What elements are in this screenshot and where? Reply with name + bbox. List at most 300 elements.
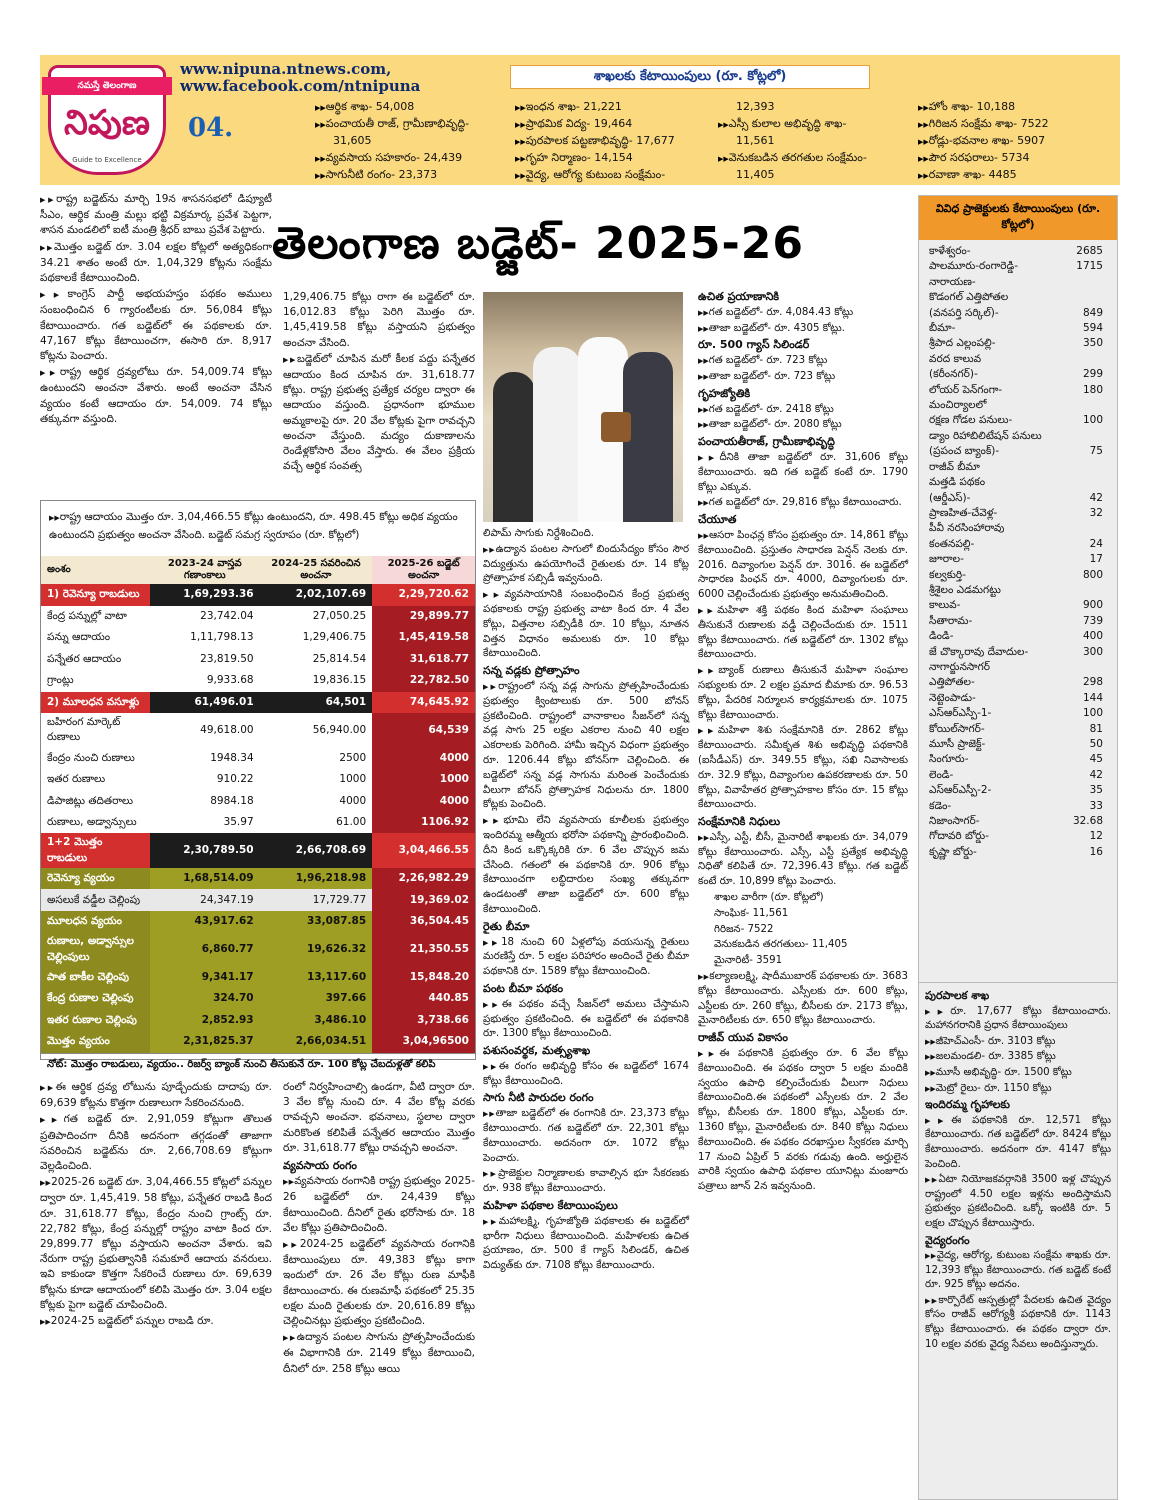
table-cell: 1,68,514.09 — [150, 868, 260, 890]
table-cell: 2,29,720.62 — [372, 584, 475, 606]
paragraph: ▶▶ ఆసరా పింఛన్ల కోసం ప్రభుత్వం రూ. 14,861 కోట్లు కేటాయించింది. ప్రస్తుతం సాధారణ పెన్షన్ నెలకు రూ. 2016. దివ్యాంగుల పెన్షన్ రూ. 3016. ఈ బడ్జెట్‌లో సాధారణ పింఛన్ రూ. 4000, దివ్యాంగులకు రూ. 6000 చెల్లించేందుకు ప్రభుత్వం అనుమతించింది. — [698, 529, 908, 603]
table-cell: 397.66 — [260, 988, 373, 1010]
paragraph: ▶▶ కల్యాణలక్ష్మి, షాదీముబారక్ పథకాలకు రూ. 3683 కోట్లు కేటాయించారు. ఎస్సీలకు రూ. 600 కోట్లు, ఎస్టీలకు రూ. 260 కోట్లు, బీసీలకు రూ. 2173 కోట్లు, మైనారిటీలకు రూ. 650 కోట్లు కేటాయించారు. — [698, 970, 908, 1029]
project-row — [919, 367, 1117, 382]
project-name: మత్తడి పథకం — [929, 476, 986, 489]
paragraph: ▶▶ గత బడ్జెట్ రూ. 2,91,059 కోట్లుగా తొలుత ప్రతిపాదించగా దీనికి అదనంగా తగ్గడంతో తాజాగా సవరించిన బడ్జెట్‌ను రూ. 2,66,708.69 కోట్లుగా వెల్లడించింది. — [40, 1112, 272, 1174]
table-cell: 61.00 — [260, 812, 373, 834]
section-heading: ఉచిత ప్రయాణానికి — [698, 290, 780, 303]
table-row — [41, 868, 475, 890]
table-cell: 74,645.92 — [372, 692, 475, 714]
section-heading: పురపాలక శాఖ — [925, 989, 990, 1002]
table-cell: 49,618.00 — [150, 713, 260, 747]
project-row — [919, 552, 1117, 567]
project-row — [919, 259, 1117, 274]
project-name: మంచిర్యాలలో — [929, 399, 987, 412]
table-cell: 9,341.17 — [150, 967, 260, 989]
table-cell: 2,66,034.51 — [260, 1031, 373, 1053]
paragraph: ▶▶ ఈ పథకానికి రూ. 12,571 కోట్లు కేటాయించారు. గత బడ్జెట్‌లో రూ. 8424 కోట్లు కేటాయించారు. అదనంగా రూ. 4147 కోట్లు పెంచింది. — [925, 1114, 1111, 1172]
logo-text: నిపుణ — [64, 103, 150, 143]
project-row — [919, 244, 1117, 259]
project-row — [919, 598, 1117, 613]
row-label: మొత్తం వ్యయం — [41, 1031, 150, 1053]
table-cell: 1948.34 — [150, 747, 260, 769]
project-name: (వనపర్తి సర్కిల్)- — [929, 306, 999, 319]
table-cell: 3,738.66 — [372, 1010, 475, 1032]
paragraph: రంలో నిర్వహించాల్సి ఉండగా, వీటి ద్వారా రూ. 3 వేల కోట్ల నుంచి రూ. 4 వేల కోట్ల వరకు రావచ్చని అంచనా. భవనాలు, స్థలాల ద్వారా మరికొంత కలిపితే పన్నేతర ఆదాయం మొత్తం రూ. 31,618.77 కోట్లు రావచ్చని అంచనా. — [283, 1081, 475, 1154]
project-amount: 594 — [1082, 322, 1103, 335]
paragraph: ▶▶ మహాలక్ష్మి, గృహజ్యోతి పథకాలకు ఈ బడ్జెట్‌లో భారీగా నిధులు కేటాయించింది. మహిళలకు ఉచిత ప్రయాణం, రూ. 500 కే గ్యాస్ సిలిండర్, ఉచిత విద్యుత్‌కు రూ. 7108 కోట్లు కేటాయించారు. — [483, 1215, 689, 1274]
table-cell: 23,819.50 — [150, 649, 260, 671]
table-row — [41, 889, 475, 911]
budget-summary-table — [41, 556, 475, 1053]
project-amount: 32 — [1089, 506, 1103, 519]
project-row — [919, 675, 1117, 690]
row-label: రెవెన్యూ వ్యయం — [41, 868, 150, 890]
project-name: నిజాంసాగర్- — [929, 815, 980, 828]
table-cell: 17,729.77 — [260, 889, 373, 911]
project-amount — [1063, 429, 1103, 444]
paragraph: ▶▶ మొత్తం బడ్జెట్ రూ. 3.04 లక్షల కోట్లలో అత్యధికంగా 34.21 శాతం అంటే రూ. 1,04,329 కోట్లను సంక్షేమ పథకాలకే కేటాయించింది. — [40, 240, 272, 287]
section-heading: పశుసంవర్థక, మత్స్యశాఖ — [483, 1044, 591, 1058]
table-row — [41, 911, 475, 933]
row-label: కేంద్ర పన్నుల్లో వాటా — [41, 606, 150, 628]
allocations-title: శాఖలకు కేటాయింపులు (రూ. కోట్లలో) — [510, 65, 870, 89]
table-cell: 22,782.50 — [372, 670, 475, 692]
paragraph: ▶▶ గత బడ్జెట్‌లో రూ. 29,816 కోట్లు కేటాయించారు. — [698, 496, 908, 511]
alloc-column-2 — [515, 99, 720, 184]
table-cell: 3,04,466.55 — [372, 833, 475, 867]
paragraph: ▶▶ బ్యాంక్ రుణాలు తీసుకునే మహిళా సంఘాల సభ్యులకు రూ. 2 లక్షల ప్రమాద బీమాకు రూ. 96.53 కోట్లు, పేదరిక నిర్మూలన కార్యక్రమాలకు రూ. 1075 కోట్లు కేటాయించారు. — [698, 664, 908, 723]
table-cell: 440.85 — [372, 988, 475, 1010]
row-label: అసలుకే వడ్డీల చెల్లింపు — [41, 889, 150, 911]
table-cell: 4000 — [260, 790, 373, 812]
table-cell: 29,899.77 — [372, 606, 475, 628]
table-cell: 1,96,218.98 — [260, 868, 373, 890]
project-row — [919, 845, 1117, 860]
alloc-item: ▶▶ ఆర్థిక శాఖ- 54,008 — [315, 99, 515, 116]
project-row — [919, 799, 1117, 814]
table-cell: 1000 — [260, 769, 373, 791]
paragraph: సాంఘిక- 11,561 — [714, 907, 789, 919]
project-row — [919, 352, 1117, 367]
section-heading: ఇందిరమ్మ గృహాలకు — [925, 1098, 1010, 1112]
alloc-item: ▶▶ హోం శాఖ- 10,188 — [918, 99, 1118, 116]
sidebar-heading: వివిధ ప్రాజెక్టులకు కేటాయింపులు (రూ. కోట్లలో) — [919, 196, 1117, 240]
table-cell: 15,848.20 — [372, 967, 475, 989]
table-cell: 13,117.60 — [260, 967, 373, 989]
paragraph: ▶▶ దీనికి తాజా బడ్జెట్‌లో రూ. 31,606 కోట్లు కేటాయించారు. ఇది గత బడ్జెట్ కంటే రూ. 1790 కోట్లు ఎక్కువ. — [698, 451, 908, 495]
project-amount: 50 — [1089, 738, 1103, 750]
table-cell: 4000 — [372, 790, 475, 812]
table-cell: 324.70 — [150, 988, 260, 1010]
table-cell: 19,626.32 — [260, 932, 373, 966]
table-cell: 1,11,798.13 — [150, 627, 260, 649]
row-label: పన్నేతర ఆదాయం — [41, 649, 150, 671]
project-row — [919, 691, 1117, 706]
project-name: మూసీ ప్రాజెక్ట్- — [929, 738, 986, 750]
project-name: శ్రీశైలం ఎడమగట్టు — [929, 583, 1001, 596]
project-amount: 42 — [1089, 768, 1103, 781]
project-row — [919, 829, 1117, 844]
project-row — [919, 491, 1117, 506]
project-row — [919, 537, 1117, 552]
section-heading: వైద్యరంగం — [925, 1233, 970, 1247]
section-heading: రైతు బీమా — [483, 919, 530, 933]
table-note: నోట్: మొత్తం రాబడులు, వ్యయం.. రిజర్వ్ బ్యాంక్ నుంచి తీసుకునే రూ. 100 కోట్ల చేబదుళ్లతో కలిపి — [41, 1053, 475, 1077]
table-intro: ▶▶ రాష్ట్ర ఆదాయం మొత్తం రూ. 3,04,466.55 కోట్లు ఉంటుందని, రూ. 498.45 కోట్లు అధిక వ్యయం ఉంటుందని ప్రభుత్వం అంచనా వేసింది. బడ్జెట్ సమగ్ర స్వరూపం (రూ. కోట్లలో) — [41, 501, 475, 556]
project-name: ఎస్ఆర్ఎస్పీ-1- — [929, 707, 992, 720]
row-label: కేంద్ర రుణాల చెల్లింపు — [41, 988, 150, 1010]
project-row — [919, 275, 1117, 290]
alloc-item: ▶▶ ఇంధన శాఖ- 21,221 — [515, 99, 720, 116]
paragraph: ▶▶ వైద్య, ఆరోగ్య, కుటుంబ సంక్షేమ శాఖకు రూ. 12,393 కోట్లు కేటాయించారు. గత బడ్జెట్ కంటే రూ. 925 కోట్లు అదనం. — [925, 1249, 1111, 1293]
project-row — [919, 306, 1117, 321]
project-amount: 180 — [1082, 383, 1103, 396]
project-name: కొడంగల్ ఎత్తిపోతల — [929, 291, 1009, 304]
project-name: (ప్రపంచ బ్యాంక్)- — [929, 445, 1000, 458]
project-row — [919, 660, 1117, 675]
section-heading: పంచాయతీరాజ్, గ్రామీణాభివృద్ధి — [698, 435, 835, 449]
project-amount: 849 — [1082, 306, 1103, 319]
project-amount: 100 — [1082, 414, 1103, 427]
table-cell: 19,369.02 — [372, 889, 475, 911]
project-row — [919, 722, 1117, 737]
table-cell: 1000 — [372, 769, 475, 791]
row-label: పన్ను ఆదాయం — [41, 627, 150, 649]
project-amount — [1063, 398, 1103, 413]
row-label: ఇతర రుణాలు — [41, 769, 150, 791]
project-name: డ్యాం రిహాబిలిటేషన్ పనులు — [929, 429, 1042, 442]
alloc-item: ▶▶ రవాణా శాఖ- 4485 — [918, 167, 1118, 184]
alloc-column-3 — [718, 99, 908, 184]
project-row — [919, 460, 1117, 475]
section-heading: మహిళా పథకాల కేటాయింపులు — [483, 1199, 618, 1213]
table-cell: 2,66,708.69 — [260, 833, 373, 867]
project-row — [919, 737, 1117, 752]
schemes-column — [483, 527, 689, 1275]
table-cell: 4000 — [372, 747, 475, 769]
budget-photo — [483, 292, 683, 522]
project-amount: 900 — [1082, 599, 1103, 612]
alloc-item: 31,605 — [333, 134, 372, 147]
project-amount: 2685 — [1076, 245, 1103, 257]
project-row — [919, 583, 1117, 598]
project-row — [919, 629, 1117, 644]
project-amount: 16 — [1089, 845, 1103, 858]
alloc-item: 11,561 — [736, 134, 775, 147]
paragraph: ▶▶ మూసీ అభివృద్ధి- రూ. 1500 కోట్లు — [925, 1066, 1111, 1081]
paragraph: ▶▶ తాజా బడ్జెట్‌లో- రూ. 4305 కోట్లు. — [698, 322, 908, 337]
table-cell: 24,347.19 — [150, 889, 260, 911]
project-amount: 35 — [1089, 784, 1103, 797]
paragraph: ▶▶ రాష్ట్ర బడ్జెట్‌ను మార్చి 19న శాసనసభలో డిప్యూటీ సీఎం, ఆర్థిక మంత్రి మల్లు భట్టి విక్రమార్క ప్రవేశ పెట్టగా, శాసన మండలిలో ఐటీ మంత్రి శ్రీధర్ బాబు ప్రవేశ పెట్టారు. — [40, 192, 272, 239]
paragraph: ▶▶ 18 నుంచి 60 ఏళ్లలోపు వయసున్న రైతులు మరణిస్తే రూ. 5 లక్షల పరిహారం అందించే రైతు బీమా పథకానికి రూ. 1589 కోట్లు కేటాయించింది. — [483, 936, 689, 980]
project-name: ఎత్తిపోతల- — [929, 676, 975, 689]
table-cell: 27,050.25 — [260, 606, 373, 628]
masthead — [40, 55, 1120, 185]
budget-table — [40, 500, 476, 1070]
project-name: ఎస్ఆర్ఎస్పీ-2- — [929, 784, 992, 797]
section-heading: రాజీవ్ యువ వికాసం — [698, 1031, 788, 1045]
project-name: జే చొక్కారావు దేవాదుల- — [929, 645, 1029, 658]
table-cell: 33,087.85 — [260, 911, 373, 933]
project-amount — [1063, 475, 1103, 490]
project-name: పీవీ నరసింహారావు — [929, 522, 1005, 535]
col-header: 2024-25 సవరించిన అంచనా — [271, 558, 361, 581]
project-row — [919, 783, 1117, 798]
table-row — [41, 713, 475, 747]
project-name: కోయిల్‌సాగర్- — [929, 722, 985, 735]
project-row — [919, 506, 1117, 521]
project-name: నాగార్జునసాగర్ — [929, 660, 990, 673]
project-name: కల్వకుర్తి- — [929, 568, 966, 581]
project-name: గోదావరి బోర్డు- — [929, 830, 989, 843]
paragraph: ▶▶ జీహెచ్ఎంసీ- రూ. 3103 కోట్లు — [925, 1035, 1111, 1050]
table-cell: 23,742.04 — [150, 606, 260, 628]
table-row — [41, 747, 475, 769]
row-label: బహిరంగ మార్కెట్ రుణాలు — [41, 713, 150, 747]
project-amount: 75 — [1089, 445, 1103, 458]
website-links — [180, 61, 420, 95]
logo-tagline: Guide to Excellence — [72, 156, 142, 164]
project-amount: 45 — [1089, 753, 1103, 766]
paragraph: ▶▶ ఏటా నియోజకవర్గానికి 3500 ఇళ్ల చొప్పున రాష్ట్రంలో 4.50 లక్షల ఇళ్లను అందిస్తామని ప్రభుత్వం ప్రకటించింది. ఒక్కో ఇంటికి రూ. 5 లక్షల చొప్పున కేటాయిస్తారు. — [925, 1173, 1111, 1231]
alloc-item: ▶▶ గృహ నిర్మాణం- 14,154 — [515, 150, 720, 167]
project-row — [919, 614, 1117, 629]
project-name: కడెం- — [929, 799, 952, 812]
project-name: కాలువ- — [929, 599, 961, 612]
project-row — [919, 768, 1117, 783]
paragraph: ▶▶ జలమండలి- రూ. 3385 కోట్లు — [925, 1050, 1111, 1065]
paragraph: ▶▶ ఈ ఆర్థిక ద్రవ్య లోటును పూడ్చేందుకు దాదాపు రూ. 69,639 కోట్లను కొత్తగా రుణాలుగా సేకరించనుంది. — [40, 1080, 272, 1111]
table-row — [41, 692, 475, 714]
project-amount: 298 — [1082, 676, 1103, 689]
project-row — [919, 706, 1117, 721]
alloc-column-1 — [315, 99, 515, 184]
col-header: అంశం — [47, 564, 71, 575]
table-row — [41, 812, 475, 834]
table-cell: 21,350.55 — [372, 932, 475, 966]
table-row — [41, 1031, 475, 1053]
col-header: 2025-26 బడ్జెట్ అంచనా — [372, 556, 475, 584]
col-header: 2023-24 వాస్తవ గణాంకాలు — [167, 558, 242, 581]
paragraph: ▶▶ మహిళా శిశు సంక్షేమానికి రూ. 2862 కోట్లు కేటాయించారు. సమీకృత శిశు అభివృద్ధి పథకానికి (ఐసీడీఎస్) రూ. 349.55 కోట్లు, సఖి నివాసాలకు రూ. 32.9 కోట్లు, దివ్యాంగుల ఉపకరణాలకు రూ. 50 కోట్లు, వివాహేతర ప్రోత్సాహకాల కోసం రూ. 15 కోట్లు కేటాయించారు. — [698, 724, 908, 813]
section-heading: సన్న వడ్లకు ప్రోత్సాహం — [483, 664, 580, 678]
table-cell: 1,29,406.75 — [260, 627, 373, 649]
table-cell: 9,933.68 — [150, 670, 260, 692]
table-cell: 2,30,789.50 — [150, 833, 260, 867]
project-amount: 300 — [1082, 645, 1103, 658]
paragraph: ▶▶ కాంగ్రెస్ పార్టీ అభయహస్తం పథకం అములు సంబంధించిన 6 గ్యారంటీలకు రూ. 56,084 కోట్లు కేటాయించారు. గత బడ్జెట్‌లో ఈ పథకాలకు రూ. 47,167 కోట్లు కేటాయించగా, ఈసారి రూ. 8,917 కోట్లను పెంచారు. — [40, 287, 272, 364]
page-number: 04. — [188, 113, 234, 143]
project-amount: 81 — [1089, 722, 1103, 735]
project-amount — [1063, 521, 1103, 536]
table-row — [41, 670, 475, 692]
tax-column — [283, 290, 475, 475]
table-cell: 3,04,96500 — [372, 1031, 475, 1053]
project-amount: 800 — [1082, 568, 1103, 581]
website-url[interactable]: www.nipuna.ntnews.com, — [180, 60, 392, 78]
alloc-item: ▶▶ ఎస్సీ కులాల అభివృద్ధి శాఖ- — [718, 116, 908, 133]
paragraph: ▶▶ ఉద్యాన పంటల సాగులో బిందుసేద్యం కోసం సౌర విద్యుత్తును ఉపయోగించే రైతులకు రూ. 14 కోట్ల ప్రోత్సాహక సబ్సిడీ ఇవ్వనుంది. — [483, 543, 689, 587]
project-amount: 739 — [1082, 614, 1103, 627]
paragraph: లిపామ్ సాగుకు నిర్దేశించింది. — [483, 528, 595, 539]
project-amount: 12 — [1089, 830, 1103, 843]
project-amount — [1063, 352, 1103, 367]
logo-ribbon: నమస్తే తెలంగాణ — [42, 77, 172, 95]
project-amount: 17 — [1089, 553, 1103, 566]
row-label: 2) మూలధన వసూళ్లు — [41, 692, 150, 714]
paragraph: ▶▶ గత బడ్జెట్‌లో- రూ. 4,084.43 కోట్లు — [698, 306, 908, 321]
table-cell: 36,504.45 — [372, 911, 475, 933]
project-amount: 24 — [1089, 537, 1103, 550]
agriculture-column — [283, 1080, 475, 1378]
alloc-item: ▶▶ వెనుకబడిన తరగతుల సంక్షేమం- — [718, 150, 908, 167]
paragraph: శాఖల వారీగా (రూ. కోట్లలో) — [714, 892, 824, 904]
section-heading: వ్యవసాయ రంగం — [283, 1159, 357, 1173]
table-row — [41, 790, 475, 812]
page-title: తెలంగాణ బడ్జెట్- 2025-26 — [272, 218, 804, 269]
alloc-item: ▶▶ వ్యవసాయ సహకారం- 24,439 — [315, 150, 515, 167]
row-label: మూలధన వ్యయం — [41, 911, 150, 933]
project-name: రాజీవ్ బీమా — [929, 460, 980, 473]
project-row — [919, 429, 1117, 444]
facebook-url[interactable]: www.facebook.com/ntnipuna — [180, 77, 421, 95]
table-cell: 25,814.54 — [260, 649, 373, 671]
alloc-item: 12,393 — [736, 100, 775, 113]
project-name: కంతనపల్లి- — [929, 537, 975, 550]
table-row — [41, 627, 475, 649]
project-row — [919, 413, 1117, 428]
project-amount: 350 — [1082, 337, 1103, 350]
paragraph: ▶▶ రాష్ట్రంలో సన్న వడ్ల సాగును ప్రోత్సహించేందుకు ప్రభుత్వం క్వింటాలుకు రూ. 500 బోనస్ ప్రకటించింది. రాష్ట్రంలో వానాకాలం సీజన్‌లో సన్న వడ్ల సాగు 25 లక్షల ఎకరాల నుంచి 40 లక్షల ఎకరాలకు పెరిగింది. హామీ ఇచ్చిన విధంగా ప్రభుత్వం రూ. 1206.44 కోట్లు బోనస్‌గా చెల్లించింది. ఈ బడ్జెట్‌లో సన్న వడ్ల సాగును మరింత పెంచేందుకు వీలుగా బోనస్ ప్రోత్సాహక నిధులను రూ. 1800 కోట్లకు పెంచింది. — [483, 680, 689, 813]
table-cell: 1,45,419.58 — [372, 627, 475, 649]
row-label: డిపాజిట్లు తదితరాలు — [41, 790, 150, 812]
row-label: 1+2 మొత్తం రాబడులు — [41, 833, 150, 867]
paragraph: ▶▶ తాజా బడ్జెట్‌లో- రూ. 2080 కోట్లు — [698, 418, 908, 433]
project-name: వరద కాలువ — [929, 352, 982, 365]
project-amount — [1063, 660, 1103, 675]
projects-list — [919, 240, 1117, 860]
project-row — [919, 521, 1117, 536]
row-label: రుణాలు, అడ్వాన్సుల చెల్లింపులు — [41, 932, 150, 966]
welfare-column — [698, 288, 908, 1196]
project-amount: 42 — [1089, 491, 1103, 504]
alloc-item: ▶▶ పంచాయతీ రాజ్, గ్రామీణాభివృద్ధి- — [315, 116, 515, 133]
project-row — [919, 645, 1117, 660]
table-cell: 1106.92 — [372, 812, 475, 834]
project-amount: 32.68 — [1072, 815, 1103, 828]
table-cell: 43,917.62 — [150, 911, 260, 933]
table-row — [41, 988, 475, 1010]
paragraph: ▶▶ తాజా బడ్జెట్‌లో- రూ. 723 కోట్లు — [698, 370, 908, 385]
paragraph: వెనుకబడిన తరగతులు- 11,405 — [714, 939, 848, 951]
paragraph: ▶▶ ఈ పథకానికి ప్రభుత్వం రూ. 6 వేల కోట్లు కేటాయించింది. ఈ పథకం ద్వారా 5 లక్షల మందికి స్వయం ఉపాధి కల్పించేందుకు వీలుగా నిధులు కేటాయించింది.ఈ పథకంలో ఎస్సీలకు రూ. 2 వేల కోట్లు, బీసీలకు రూ. 1800 కోట్లు, ఎస్టీలకు రూ. 1360 కోట్లు, మైనారిటీలకు రూ. 840 కోట్లు నిధులు కేటాయించింది. ఈ పథకం దరఖాస్తుల స్వీకరణ మార్చి 17 నుంచి ఏప్రిల్ 5 వరకు గడువు ఉంది. అర్హులైన వారికి స్వయం ఉపాధి పథకాల యూనిట్లు మంజూరు పత్రాలు జూన్ 2న ఇవ్వనుంది. — [698, 1047, 908, 1195]
paragraph: ▶▶ ఎస్సీ, ఎస్టీ, బీసీ, మైనారిటీ శాఖలకు రూ. 34,079 కోట్లు కేటాయించారు. ఎస్సీ, ఎస్టీ ప్రత్యేక అభివృద్ధి నిధితో కలిపితే రూ. 72,396.43 కోట్లు. గత బడ్జెట్ కంటే రూ. 10,899 కోట్లు పెంచారు. — [698, 831, 908, 890]
project-name: శ్రీపాద ఎల్లంపల్లి- — [929, 337, 996, 350]
paragraph: ▶▶ ప్రాజెక్టుల నిర్మాణాలకు కావాల్సిన భూ సేకరణకు రూ. 938 కోట్లు కేటాయించారు. — [483, 1167, 689, 1197]
project-name: ప్రాణహిత-చేవెళ్ల- — [929, 506, 998, 519]
row-label: 1) రెవెన్యూ రాబడులు — [41, 584, 150, 606]
project-row — [919, 568, 1117, 583]
alloc-item: ▶▶ వైద్య, ఆరోగ్య కుటుంబ సంక్షేమం- — [515, 167, 720, 184]
project-name: లోయర్ పెన్‌గంగా- — [929, 383, 1003, 396]
alloc-item: ▶▶ పౌర సరఫరాలు- 5734 — [918, 150, 1118, 167]
projects-sidebar — [918, 195, 1118, 985]
section-heading: పంట బీమా పథకం — [483, 981, 564, 995]
table-row — [41, 1010, 475, 1032]
alloc-item: 11,405 — [736, 168, 775, 181]
paragraph: మైనారిటీ- 3591 — [714, 955, 783, 967]
table-cell: 3,486.10 — [260, 1010, 373, 1032]
project-name: బీమా- — [929, 322, 956, 335]
paragraph: ▶▶ రూ. 17,677 కోట్లు కేటాయించారు. మహానగరానికి ప్రధాన కేటాయింపులు — [925, 1005, 1111, 1034]
project-amount: 1715 — [1076, 260, 1103, 273]
row-label: రుణాలు, అడ్వాన్సులు — [41, 812, 150, 834]
project-name: నారాయణ- — [929, 275, 976, 288]
project-name: పాలమూరు-రంగారెడ్డి- — [929, 260, 1019, 273]
alloc-item: ▶▶ రోడ్లు-భవనాల శాఖ- 5907 — [918, 133, 1118, 150]
alloc-item: ▶▶ ప్రాథమిక విద్య- 19,464 — [515, 116, 720, 133]
alloc-column-4 — [918, 99, 1118, 184]
table-cell: 2,852.93 — [150, 1010, 260, 1032]
alloc-item: ▶▶ పురపాలక పట్టణాభివృద్ధి- 17,677 — [515, 133, 720, 150]
project-name: కాళేశ్వరం- — [929, 245, 971, 257]
project-amount: 400 — [1082, 630, 1103, 643]
table-row — [41, 833, 475, 867]
project-name: డిండి- — [929, 630, 954, 643]
project-row — [919, 383, 1117, 398]
table-row — [41, 967, 475, 989]
paragraph: ▶▶ వ్యవసాయ రంగానికి రాష్ట్ర ప్రభుత్వం 2025-26 బడ్జెట్‌లో రూ. 24,439 కోట్లు కేటాయించింది. దీనిలో రైతు భరోసాకు రూ. 18 వేల కోట్లు ప్రతిపాదించింది. — [283, 1174, 475, 1236]
paragraph: 1,29,406.75 కోట్లు రాగా ఈ బడ్జెట్‌లో రూ. 16,012.83 కోట్లు పెరిగి మొత్తం రూ. 1,45,419.58 కోట్లు వస్తాయని ప్రభుత్వం అంచనా వేసింది. — [283, 291, 475, 349]
table-cell: 35.97 — [150, 812, 260, 834]
section-heading: రూ. 500 గ్యాస్ సిలిండర్ — [698, 338, 810, 352]
project-row — [919, 752, 1117, 767]
paragraph: ▶▶ 2024-25 బడ్జెట్‌లో పన్నుల రాబడి రూ. — [40, 1314, 272, 1330]
project-name: నెట్టెంపాడు- — [929, 691, 976, 704]
urban-housing-health-box — [918, 982, 1118, 1500]
table-cell: 2,02,107.69 — [260, 584, 373, 606]
paragraph: ▶▶ ఉద్యాన పంటల సాగును ప్రోత్సహించేందుకు ఈ విభాగానికి రూ. 2149 కోట్లు కేటాయించి, దీనిలో రూ. 258 కోట్లు ఆయి — [283, 1330, 475, 1377]
paragraph: ▶▶ తాజా బడ్జెట్‌లో ఈ రంగానికి రూ. 23,373 కోట్లు కేటాయించారు. గత బడ్జెట్‌లో రూ. 22,301 కోట్లు కేటాయించారు. అదనంగా రూ. 1072 కోట్లు పెంచారు. — [483, 1107, 689, 1166]
paragraph: ▶▶ గత బడ్జెట్‌లో- రూ. 2418 కోట్లు — [698, 403, 908, 418]
paragraph: ▶▶ వ్యవసాయానికి సంబంధించిన కేంద్ర ప్రభుత్వ పథకాలకు రాష్ట్ర ప్రభుత్వ వాటా కింద రూ. 4 వేల కోట్లు, విత్తనాల సబ్సిడీకి రూ. 10 కోట్లు, నూతన విత్తన విధానం అమలుకు రూ. 10 కోట్లు కేటాయించింది. — [483, 588, 689, 662]
project-amount — [1063, 290, 1103, 305]
project-amount — [1063, 275, 1103, 290]
paragraph: ▶▶ బడ్జెట్‌లో చూపిన మరో కీలక పద్దు పన్నేతర ఆదాయం కింద చూపిన రూ. 31,618.77 కోట్లు. రాష్ట్ర ప్రభుత్వ ప్రత్యేక చర్యల ద్వారా ఈ ఆదాయం వస్తుంది. ప్రధానంగా భూముల అమ్మకాలపై రూ. 20 వేల కోట్లకు పైగా రావచ్చని అంచనా వేస్తుంది. మద్యం దుకాణాలను రెండేళ్లకోసారి వేలం వేస్తారు. ఈ వేలం ప్రక్రియ వచ్చే ఆర్థిక సంవత్స — [283, 352, 475, 475]
paragraph: ▶▶ కార్పొరేట్ ఆస్పత్రుల్లో పేదలకు ఉచిత వైద్యం కోసం రాజీవ్ ఆరోగ్యశ్రీ పథకానికి రూ. 1143 కోట్లు కేటాయించారు. ఈ పథకం ద్వారా రూ. 10 లక్షల వరకు వైద్య సేవలు అందిస్తున్నారు. — [925, 1294, 1111, 1352]
table-cell: 31,618.77 — [372, 649, 475, 671]
project-row — [919, 290, 1117, 305]
paragraph: ▶▶ ఈ పథకం వచ్చే సీజన్‌లో అమలు చేస్తామని ప్రభుత్వం ప్రకటించింది. ఈ బడ్జెట్‌లో ఈ పథకానికి రూ. 1300 కోట్లు కేటాయించింది. — [483, 998, 689, 1042]
deficit-column — [40, 1080, 272, 1331]
section-heading: సంక్షేమానికి నిధులు — [698, 815, 781, 829]
paragraph: ▶▶ గత బడ్జెట్‌లో- రూ. 723 కోట్లు — [698, 354, 908, 369]
row-label: గ్రాంట్లు — [41, 670, 150, 692]
alloc-item: ▶▶ గిరిజన సంక్షేమ శాఖ- 7522 — [918, 116, 1118, 133]
table-cell: 2,26,982.29 — [372, 868, 475, 890]
paragraph: ▶▶ రాష్ట్ర ఆర్థిక ద్రవ్యలోటు రూ. 54,009.74 కోట్లు ఉంటుందని అంచనా వేశారు. అంటే అంచనా వేసిన వ్యయం కంటే ఆదాయం రూ. 54,009. 74 కోట్లు తక్కువగా వస్తుంది. — [40, 365, 272, 427]
paragraph: ▶▶ మెట్రో రైలు- రూ. 1150 కోట్లు — [925, 1082, 1111, 1097]
table-cell: 8984.18 — [150, 790, 260, 812]
paragraph: ▶▶ భూమి లేని వ్యవసాయ కూలీలకు ప్రభుత్వం ఇందిరమ్మ ఆత్మీయ భరోసా పథకాన్ని ప్రారంభించింది. దీని కింద ఒక్కొక్కరికి రూ. 6 వేల చొప్పున జమ చేసింది. గతంలో ఈ పథకానికి రూ. 906 కోట్లు కేటాయించగా లబ్ధిదారుల సంఖ్య తక్కువగా ఉండటంతో తాజా బడ్జెట్‌లో రూ. 600 కోట్లు కేటాయించింది. — [483, 814, 689, 918]
paragraph: ▶▶ మహిళా శక్తి పథకం కింద మహిళా సంఘాలు తీసుకునే రుణాలకు వడ్డీ చెల్లించేందుకు రూ. 1511 కోట్లు కేటాయించారు. గత బడ్జెట్‌లో రూ. 1302 కోట్లు కేటాయించారు. — [698, 604, 908, 663]
project-row — [919, 321, 1117, 336]
project-name: రక్షణ గోడల పనులు- — [929, 414, 1013, 427]
project-amount: 100 — [1082, 707, 1103, 720]
